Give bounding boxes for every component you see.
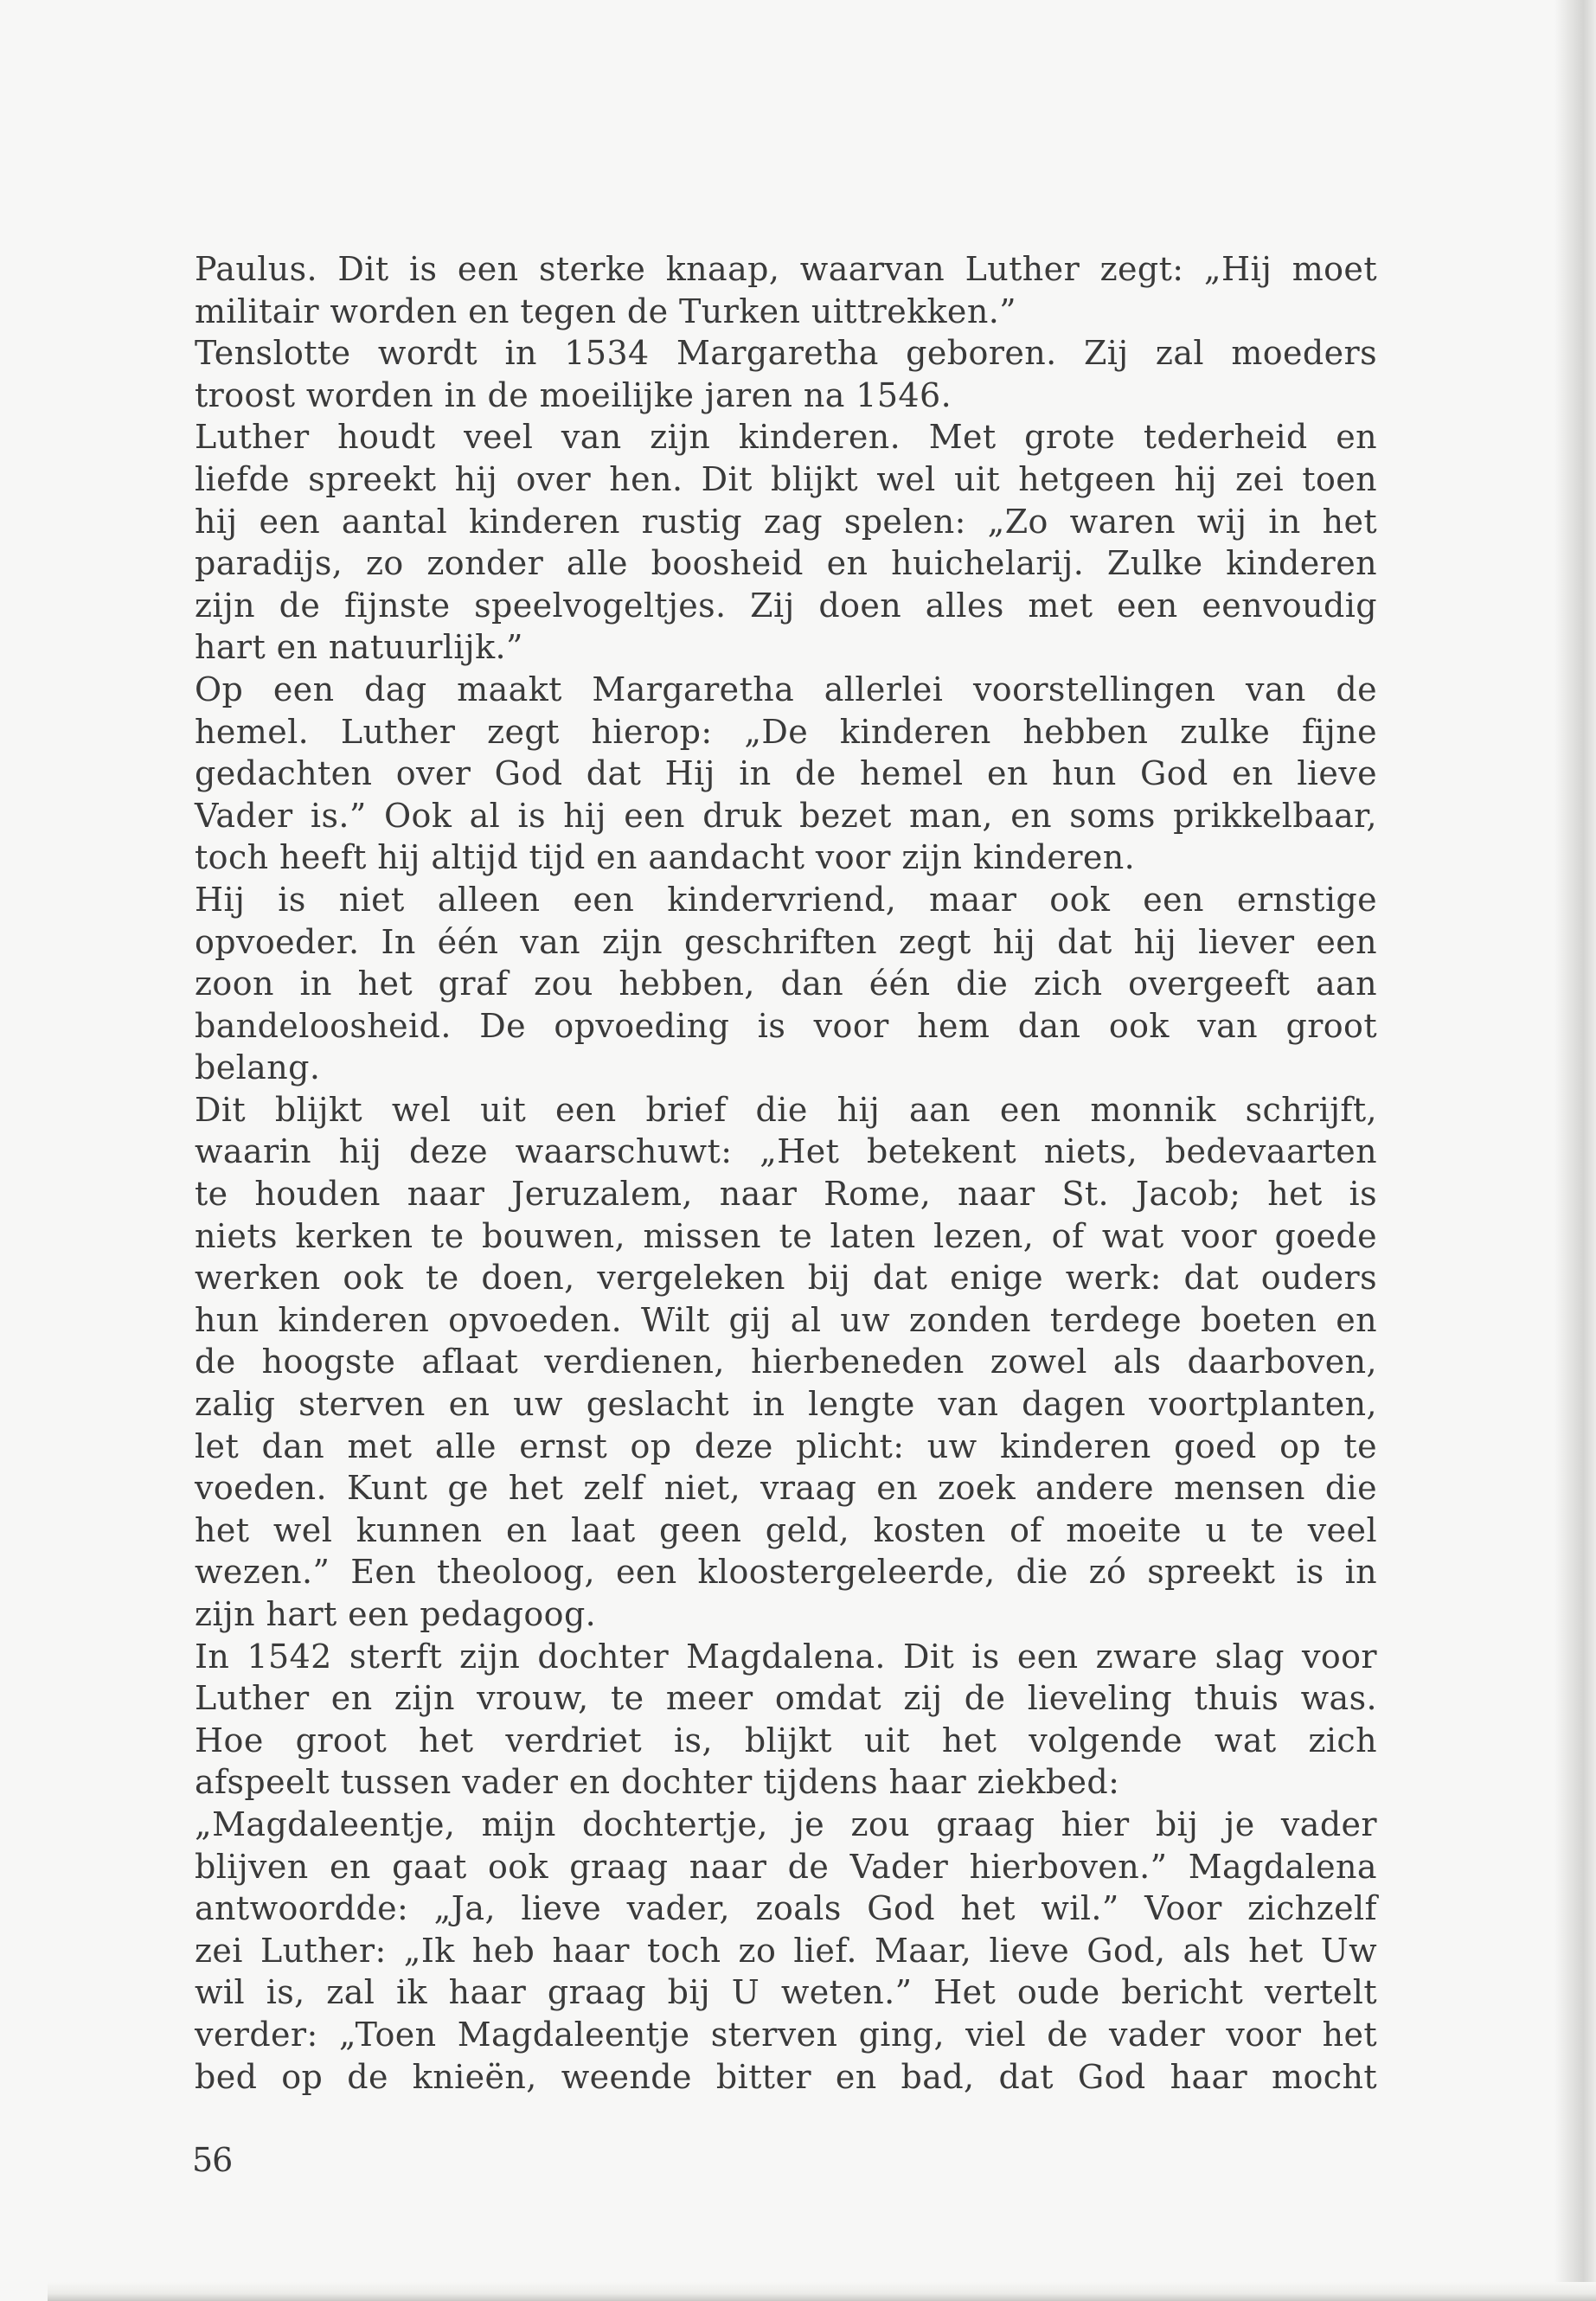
text-line: afspeelt tussen vader en dochter tijdens haar ziekbed: [195,1763,1120,1802]
text-line: wezen.” Een theoloog, een kloostergeleerde, die zó spreekt is in [195,1553,1377,1592]
text-line: voeden. Kunt ge het zelf niet, vraag en zoek andere mensen die [195,1469,1377,1508]
text-line: zei Luther: „Ik heb haar toch zo lief. Maar, lieve God, als het Uw [195,1931,1377,1970]
text-line: verder: „Toen Magdaleentje sterven ging, viel de vader voor het [195,2015,1377,2054]
text-line: zijn hart een pedagoog. [195,1595,597,1633]
text-line: let dan met alle ernst op deze plicht: uw kinderen goed op te [195,1426,1377,1465]
text-line: gedachten over God dat Hij in de hemel en hun God en lieve [195,754,1377,793]
text-line: liefde spreekt hij over hen. Dit blijkt wel uit hetgeen hij zei toen [195,459,1377,498]
text-line: waarin hij deze waarschuwt: „Het betekent niets, bedevaarten [195,1132,1377,1171]
text-line: wil is, zal ik haar graag bij U weten.” Het oude bericht vertelt [195,1973,1377,2012]
text-line: Vader is.” Ook al is hij een druk bezet man, en soms prikkelbaar, [195,796,1377,835]
text-line: antwoordde: „Ja, lieve vader, zoals God het wil.” Voor zichzelf [195,1889,1377,1928]
text-line: zoon in het graf zou hebben, dan één die zich overgeeft aan [195,965,1377,1003]
text-line: bed op de knieën, weende bitter en bad, dat God haar mocht [195,2057,1377,2096]
text-line: de hoogste aflaat verdienen, hierbeneden zowel als daarboven, [195,1343,1377,1381]
text-line: werken ook te doen, vergeleken bij dat enige werk: dat ouders [195,1259,1377,1298]
text-line: Hoe groot het verdriet is, blijkt uit het volgende wat zich [195,1721,1377,1759]
text-line: troost worden in de moeilijke jaren na 1546. [195,375,952,414]
text-line: bandeloosheid. De opvoeding is voor hem dan ook van groot [195,1006,1377,1045]
text-line: Luther en zijn vrouw, te meer omdat zij de lieveling thuis was. [195,1679,1377,1718]
text-line: niets kerken te bouwen, missen te laten lezen, of wat voor goede [195,1216,1377,1255]
text-line: toch heeft hij altijd tijd en aandacht voor zijn kinderen. [195,838,1136,877]
text-line: belang. [195,1048,321,1087]
text-line: „Magdaleentje, mijn dochtertje, je zou graag hier bij je vader [195,1804,1377,1843]
text-line: zalig sterven en uw geslacht in lengte van dagen voortplanten, [195,1385,1377,1424]
text-line: Paulus. Dit is een sterke knaap, waarvan Luther zegt: „Hij moet [195,250,1377,288]
text-line: militair worden en tegen de Turken uittrekken.” [195,292,1017,330]
text-line: Op een dag maakt Margaretha allerlei voorstellingen van de [195,670,1377,708]
text-line: blijven en gaat ook graag naar de Vader hierboven.” Magdalena [195,1847,1377,1886]
text-line: te houden naar Jeruzalem, naar Rome, naar St. Jacob; het is [195,1175,1377,1214]
text-line: hun kinderen opvoeden. Wilt gij al uw zonden terdege boeten en [195,1300,1377,1339]
page-bottom-edge [48,2282,1596,2301]
text-line: paradijs, zo zonder alle boosheid en huichelarij. Zulke kinderen [195,544,1377,583]
text-line: Luther houdt veel van zijn kinderen. Met grote tederheid en [195,418,1377,457]
text-line: het wel kunnen en laat geen geld, kosten of moeite u te veel [195,1510,1377,1549]
page-body-text [195,248,1377,2098]
text-line: In 1542 sterft zijn dochter Magdalena. Dit is een zware slag voor [195,1637,1377,1676]
text-line: Hij is niet alleen een kindervriend, maar ook een ernstige [195,880,1377,919]
text-line: hart en natuurlijk.” [195,628,523,667]
page-number: 56 [192,2141,233,2179]
text-line: hij een aantal kinderen rustig zag spelen: „Zo waren wij in het [195,502,1377,541]
text-line: opvoeder. In één van zijn geschriften zegt hij dat hij liever een [195,922,1377,961]
text-line: hemel. Luther zegt hierop: „De kinderen hebben zulke fijne [195,712,1377,751]
page-edge-shadow [1554,0,1596,2301]
text-line: Dit blijkt wel uit een brief die hij aan een monnik schrijft, [195,1090,1377,1129]
text-line: Tenslotte wordt in 1534 Margaretha geboren. Zij zal moeders [195,334,1377,373]
text-line: zijn de fijnste speelvogeltjes. Zij doen alles met een eenvoudig [195,586,1377,625]
